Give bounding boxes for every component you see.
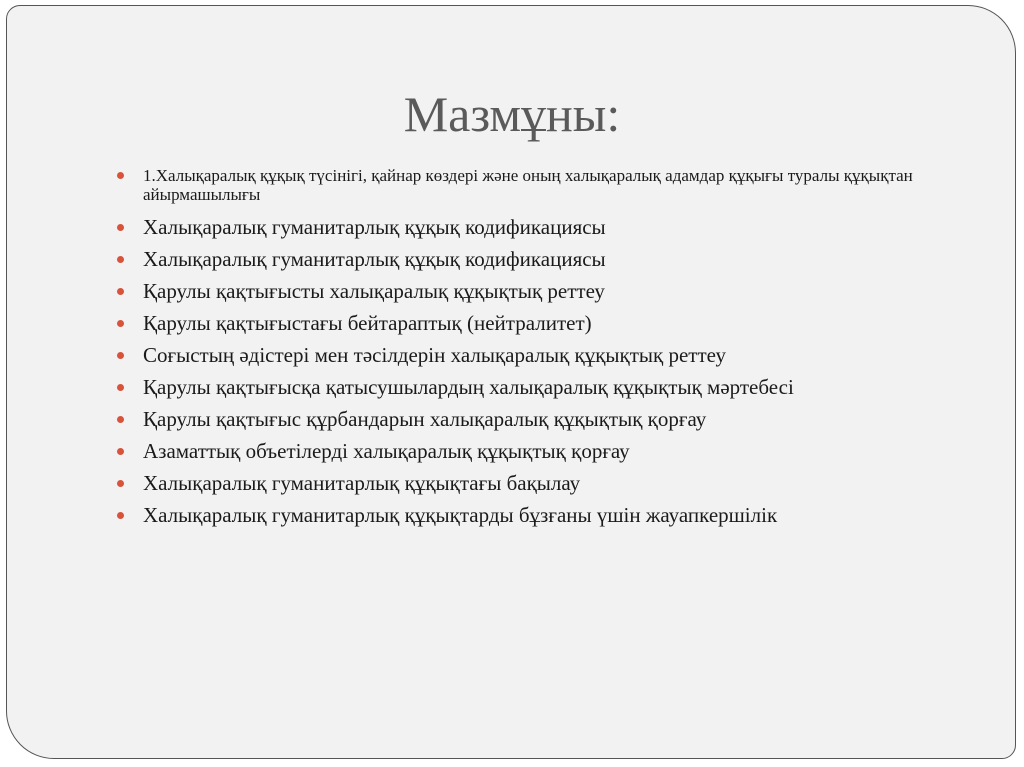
list-item-text: 1.Халықаралық құқық түсінігі, қайнар көздері және оның халықаралық адамдар құқығы туралы құқықтан айырмашылығы xyxy=(143,166,913,204)
list-item-text: Халықаралық гуманитарлық құқық кодификациясы xyxy=(143,247,606,271)
bullet-icon xyxy=(117,352,124,359)
bullet-icon xyxy=(117,384,124,391)
list-item-text: Халықаралық гуманитарлық құқықтағы бақылау xyxy=(143,471,581,495)
list-item-text: Қарулы қақтығыстағы бейтараптық (нейтралитет) xyxy=(143,311,592,335)
list-item xyxy=(115,472,915,495)
content-list xyxy=(115,166,915,536)
bullet-icon xyxy=(117,512,124,519)
slide-title: Мазмұны: xyxy=(403,86,621,142)
list-item-text: Қарулы қақтығысты халықаралық құқықтық реттеу xyxy=(143,279,605,303)
list-item-text: Қарулы қақтығыс құрбандарын халықаралық құқықтық қорғау xyxy=(143,407,707,431)
list-item xyxy=(115,408,915,431)
list-item xyxy=(115,344,915,367)
list-item xyxy=(115,312,915,335)
list-item xyxy=(115,216,915,239)
list-item xyxy=(115,440,915,463)
list-item xyxy=(115,166,915,204)
bullet-icon xyxy=(117,288,124,295)
list-item-text: Азаматтық объетілерді халықаралық құқықтық қорғау xyxy=(143,439,630,463)
bullet-icon xyxy=(117,256,124,263)
list-item xyxy=(115,376,915,399)
list-item-text: Қарулы қақтығысқа қатысушылардың халықаралық құқықтық мәртебесі xyxy=(143,375,794,399)
bullet-icon xyxy=(117,320,124,327)
list-item-text: Халықаралық гуманитарлық құқықтарды бұзғаны үшін жауапкершілік xyxy=(143,503,778,527)
slide xyxy=(6,5,1016,759)
list-item xyxy=(115,280,915,303)
list-item-text: Халықаралық гуманитарлық құқық кодификациясы xyxy=(143,215,606,239)
list-item xyxy=(115,248,915,271)
bullet-icon xyxy=(117,224,124,231)
bullet-icon xyxy=(117,416,124,423)
bullet-icon xyxy=(117,448,124,455)
list-item-text: Соғыстың әдістері мен тәсілдерін халықаралық құқықтық реттеу xyxy=(143,343,726,367)
list-item xyxy=(115,504,915,527)
bullet-icon xyxy=(117,172,124,179)
bullet-icon xyxy=(117,480,124,487)
